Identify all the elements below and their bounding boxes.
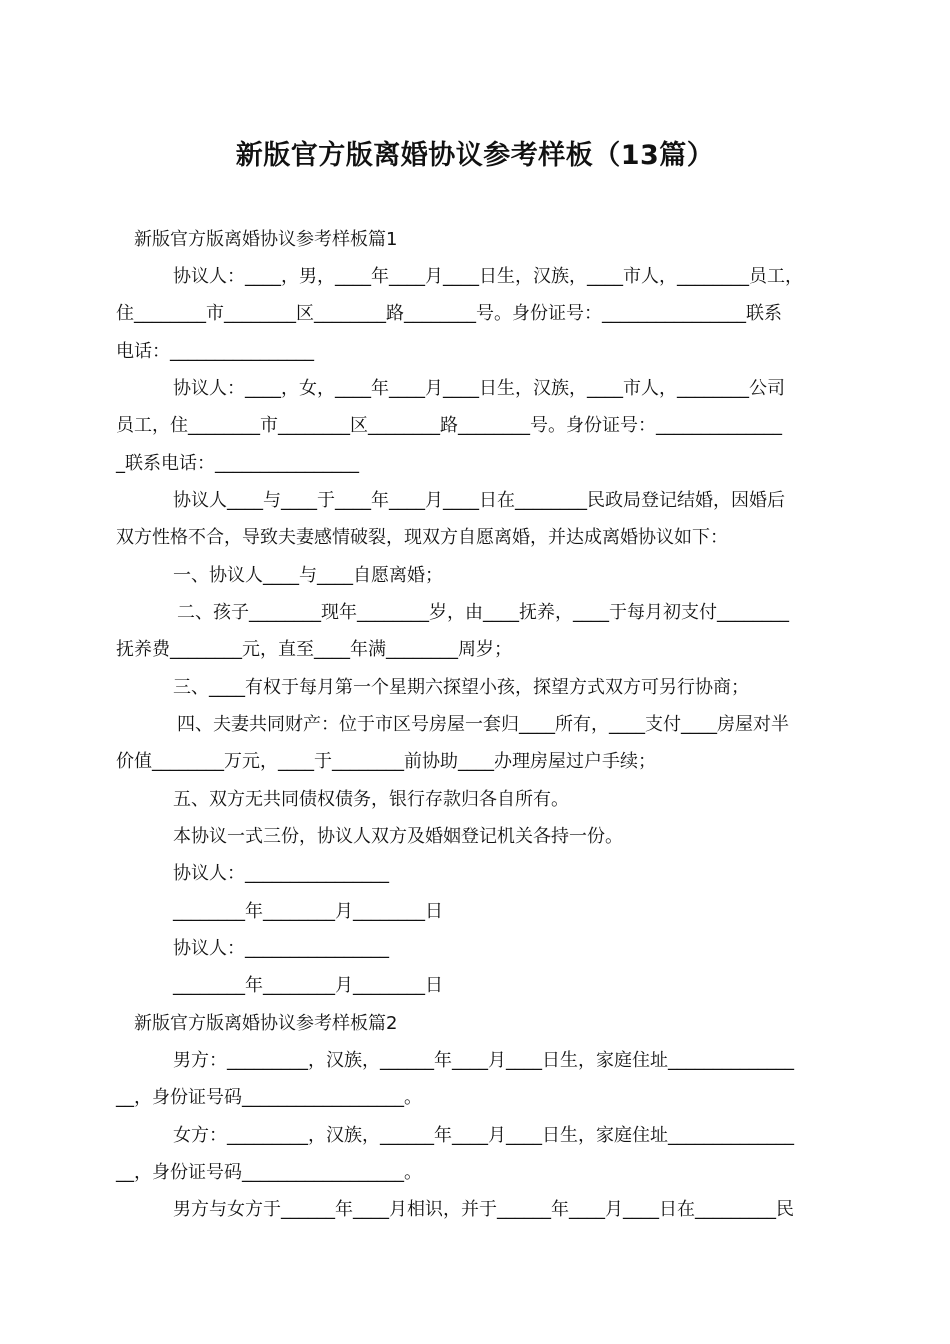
party1-line1: 协议人：____，男，____年____月____日生，汉族，____市人，________员工，	[173, 266, 803, 287]
female-line1: 女方：_________，汉族，______年____月____日生，家庭住址______________	[173, 1125, 794, 1146]
intro-line1: 协议人____与____于____年____月____日在________民政局登记结婚，因婚后	[173, 490, 785, 511]
clause-2-line2: 抚养费________元，直至____年满________周岁；	[116, 639, 512, 660]
party2-line2: 员工，住________市________区________路________号。身份证号：______________	[116, 415, 782, 436]
male-line2: __，身份证号码__________________。	[116, 1087, 422, 1108]
party1-line2: 住________市________区________路________号。身份证号：________________联系	[116, 303, 782, 324]
meet-line: 男方与女方于______年____月相识，并于______年____月____日在_________民	[173, 1199, 794, 1220]
clause-4-line2: 价值________万元，____于________前协助____办理房屋过户手续；	[116, 751, 656, 772]
party2-line3: _联系电话：________________	[116, 453, 359, 474]
clause-1: 一、协议人____与____自愿离婚；	[173, 565, 443, 586]
intro-line2: 双方性格不合，导致夫妻感情破裂，现双方自愿离婚，并达成离婚协议如下：	[116, 527, 728, 548]
male-line1: 男方：_________，汉族，______年____月____日生，家庭住址______________	[173, 1050, 794, 1071]
signature-line-1: 协议人：________________	[173, 863, 389, 884]
female-line2: __，身份证号码__________________。	[116, 1162, 422, 1183]
section-heading-1: 新版官方版离婚协议参考样板篇1	[134, 229, 398, 250]
party2-line1: 协议人：____，女，____年____月____日生，汉族，____市人，________公司	[173, 378, 785, 399]
date-line-2: ________年________月________日	[173, 975, 443, 996]
clause-2-line1: 二、孩子________现年________岁，由____抚养，____于每月初支付________	[177, 602, 789, 623]
document-title: 新版官方版离婚协议参考样板（13篇）	[235, 140, 715, 171]
section-heading-2: 新版官方版离婚协议参考样板篇2	[134, 1013, 398, 1034]
date-line-1: ________年________月________日	[173, 901, 443, 922]
party1-line3: 电话：________________	[116, 341, 314, 362]
clause-4-line1: 四、夫妻共同财产：位于市区号房屋一套归____所有，____支付____房屋对半	[177, 714, 789, 735]
clause-3: 三、____有权于每月第一个星期六探望小孩，探望方式双方可另行协商；	[173, 677, 749, 698]
signature-line-2: 协议人：________________	[173, 938, 389, 959]
clause-5: 五、双方无共同债权债务，银行存款归各自所有。	[173, 789, 569, 810]
copies-note: 本协议一式三份，协议人双方及婚姻登记机关各持一份。	[173, 826, 623, 847]
